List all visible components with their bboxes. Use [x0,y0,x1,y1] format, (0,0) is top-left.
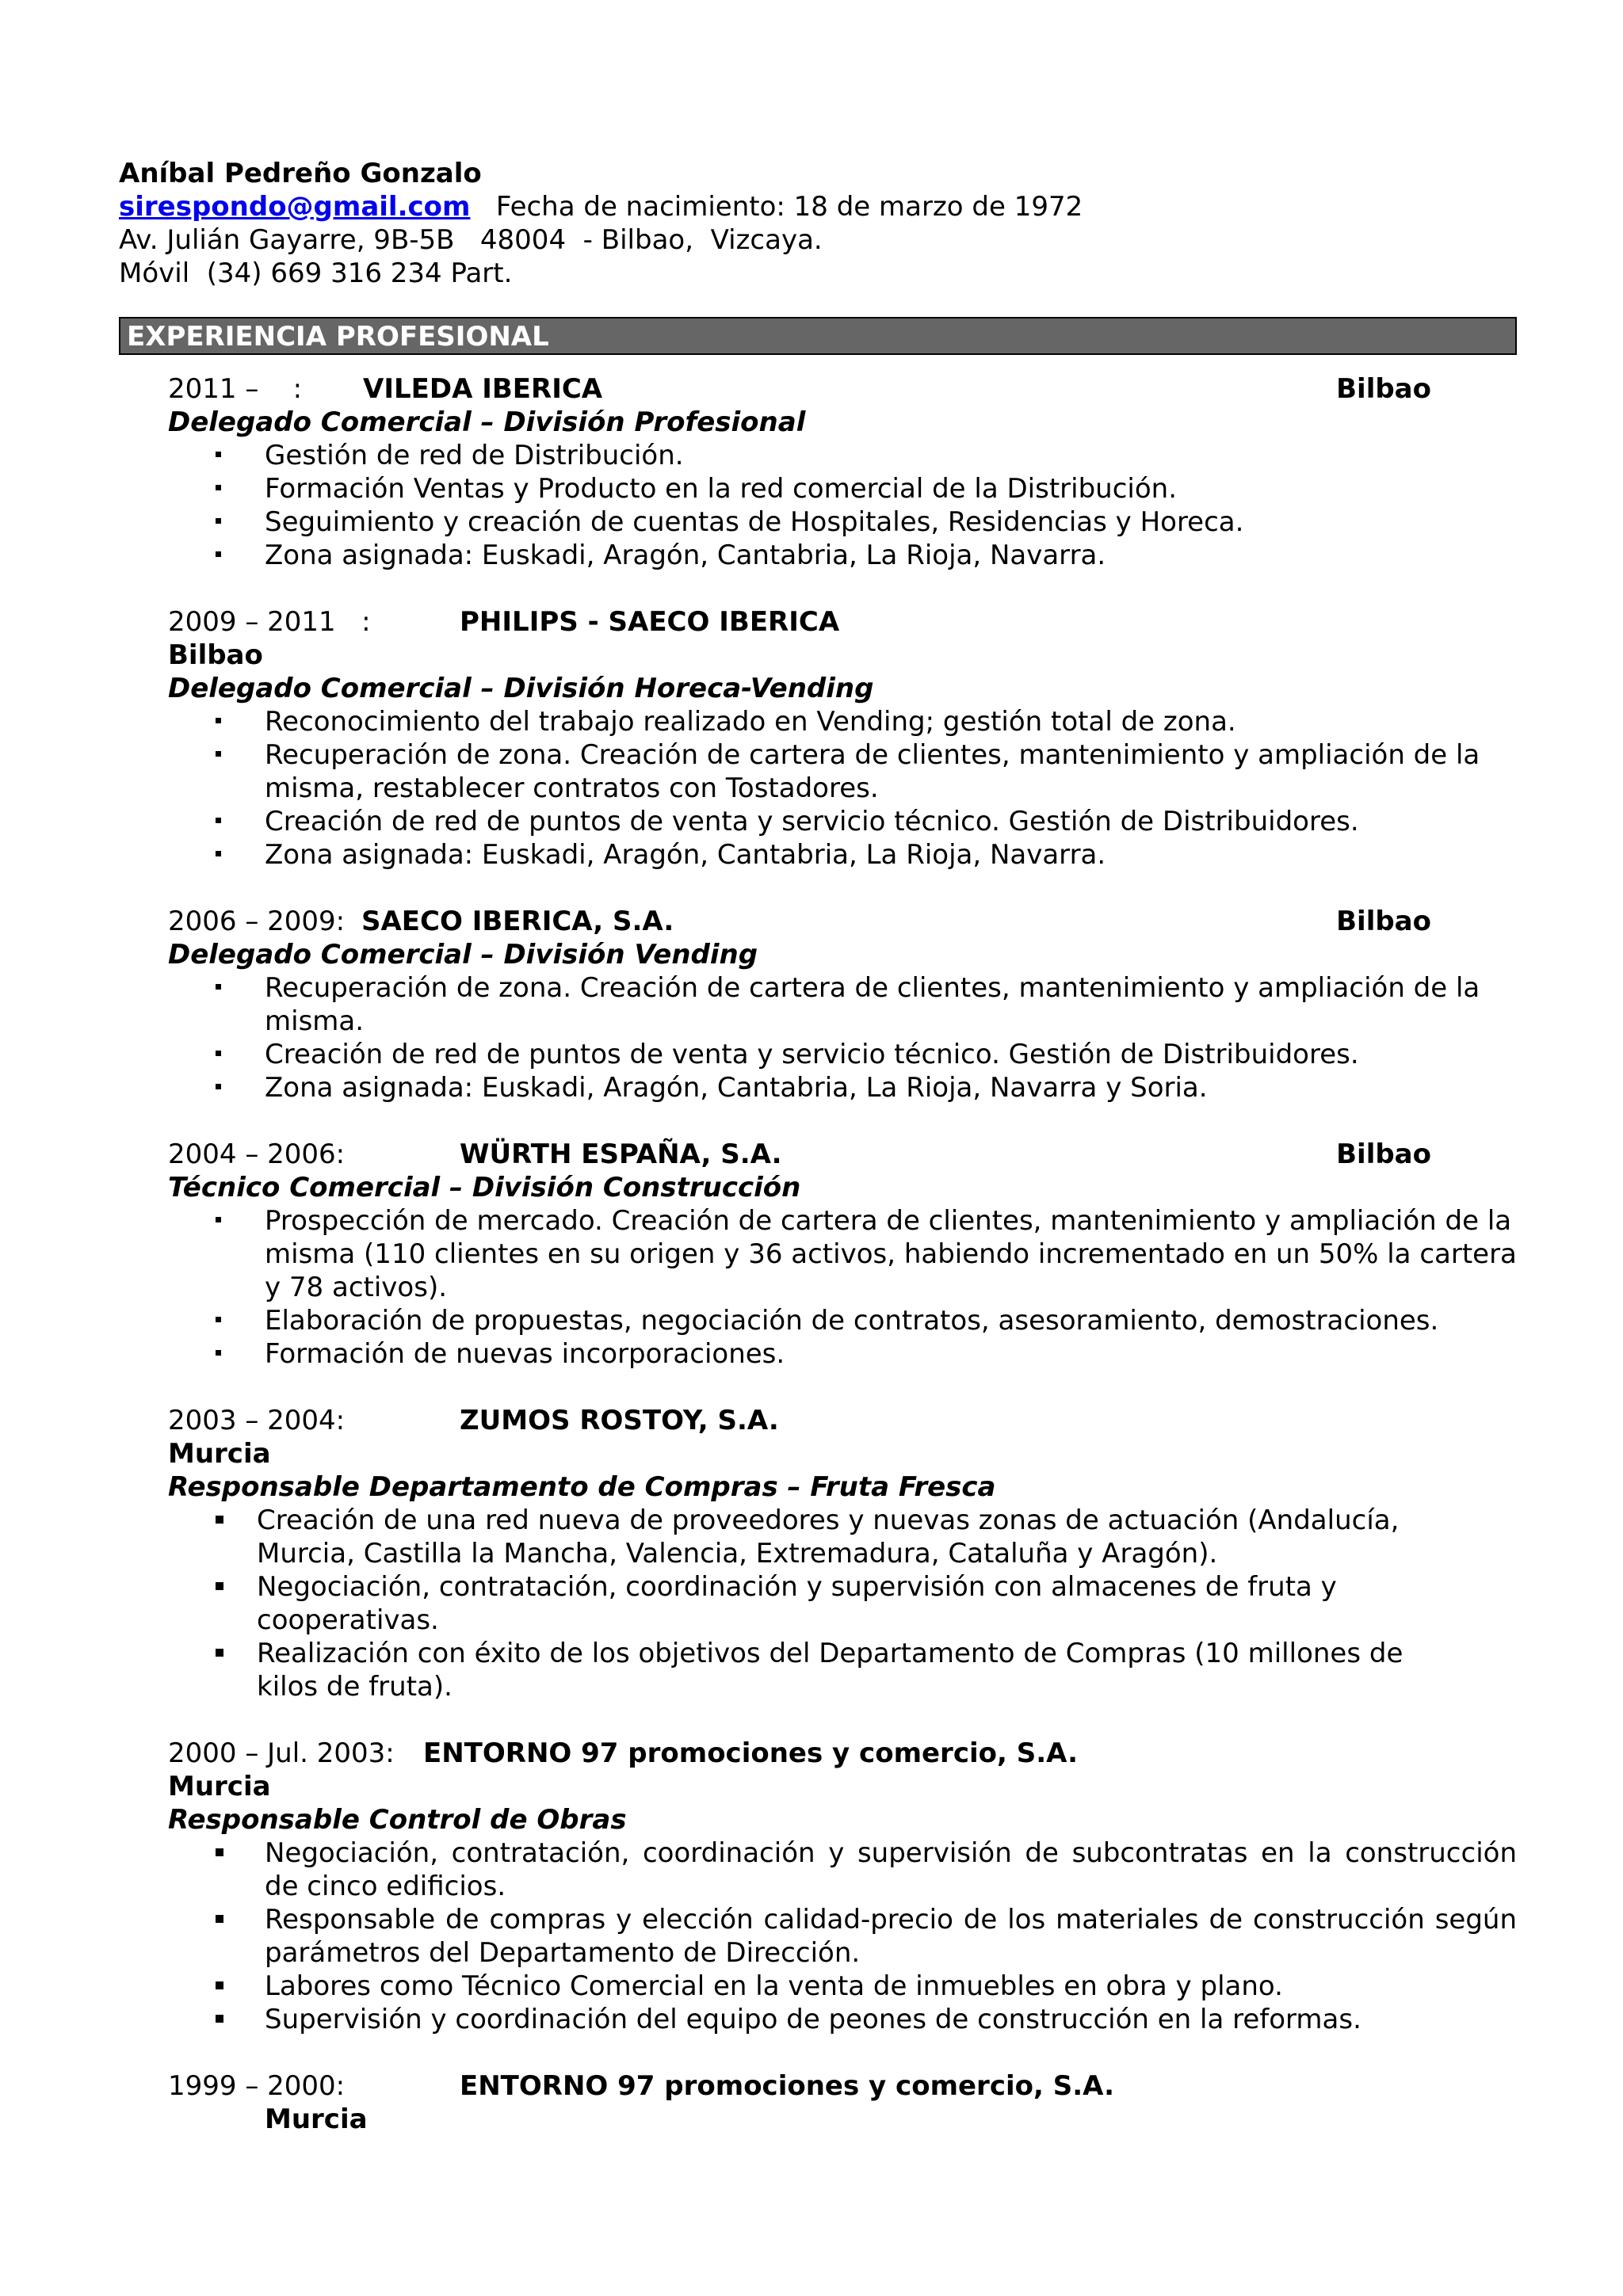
phone: Móvil (34) 669 316 234 Part. [119,257,513,289]
job-company: SAECO IBERICA, S.A. [361,906,674,937]
duty-item: Recuperación de zona. Creación de cartera de clientes, mantenimiento y ampliación de la misma. [168,971,1517,1038]
section-header-experience: EXPERIENCIA PROFESIONAL [119,317,1517,355]
job-period: 2000 – Jul. 2003: [168,1737,395,1769]
job-period: 2006 – 2009: [168,906,346,937]
duty-item: Gestión de red de Distribución. [168,439,1517,472]
job-entry [168,905,1517,1104]
birth-date: Fecha de nacimiento: 18 de marzo de 1972 [495,191,1083,223]
job-role: Responsable Departamento de Compras – Fruta Fresca [168,1471,996,1503]
job-company: PHILIPS - SAECO IBERICA [460,606,840,638]
job-period: 2003 – 2004: [168,1405,346,1436]
job-entry [168,1737,1517,2036]
job-city: Murcia [265,2103,368,2135]
job-entry [168,1138,1517,1371]
job-company: ENTORNO 97 promociones y comercio, S.A. [460,2070,1115,2102]
job-entry [168,2069,1517,2136]
job-role: Técnico Comercial – División Construcción [168,1172,801,1203]
job-entry [168,605,1517,871]
duty-item: Reconocimiento del trabajo realizado en Vending; gestión total de zona. [168,705,1517,738]
duty-item: Labores como Técnico Comercial en la venta de inmuebles en obra y plano. [168,1970,1517,2003]
duty-item: Realización con éxito de los objetivos del Departamento de Compras (10 millones de kilos de fruta). [168,1637,1445,1703]
duty-item: Creación de red de puntos de venta y servicio técnico. Gestión de Distribuidores. [168,1038,1517,1071]
job-city: Murcia [168,1771,271,1802]
duty-item: Supervisión y coordinación del equipo de peones de construcción en la reformas. [168,2003,1517,2036]
duty-item: Zona asignada: Euskadi, Aragón, Cantabria, La Rioja, Navarra. [168,539,1517,572]
job-company: ZUMOS ROSTOY, S.A. [460,1405,779,1436]
duty-item: Creación de una red nueva de proveedores y nuevas zonas de actuación (Andalucía, Murcia, Castilla la Mancha, Valencia, Extremadura, Cataluña y Aragón). [168,1504,1445,1570]
job-period: 2004 – 2006: [168,1138,346,1170]
duty-item: Negociación, contratación, coordinación y supervisión con almacenes de fruta y cooperativas. [168,1570,1445,1637]
job-city: Bilbao [168,639,263,671]
candidate-name: Aníbal Pedreño Gonzalo [119,158,482,189]
job-role: Delegado Comercial – División Profesional [168,406,806,438]
address: Av. Julián Gayarre, 9B-5B 48004 - Bilbao, Vizcaya. [119,224,823,256]
experience-list [119,372,1517,2136]
duty-item: Creación de red de puntos de venta y servicio técnico. Gestión de Distribuidores. [168,805,1517,838]
job-company: VILEDA IBERICA [363,373,603,405]
job-period: 2011 – : [168,373,303,405]
job-company: WÜRTH ESPAÑA, S.A. [460,1138,782,1170]
duty-item: Zona asignada: Euskadi, Aragón, Cantabria, La Rioja, Navarra y Soria. [168,1071,1517,1104]
job-entry [168,372,1517,572]
duty-item: Prospección de mercado. Creación de cartera de clientes, mantenimiento y ampliación de la misma (110 clientes en su origen y 36 activos, habiendo incrementado en un 50% la cartera y 78 activos). [168,1204,1517,1304]
contact-line [119,190,1517,223]
job-city: Bilbao [1336,373,1431,405]
duty-item: Recuperación de zona. Creación de cartera de clientes, mantenimiento y ampliación de la misma, restablecer contratos con Tostadores. [168,738,1517,805]
duty-item: Negociación, contratación, coordinación y supervisión de subcontratas en la construcción de cinco edificios. [168,1836,1517,1903]
duty-item: Seguimiento y creación de cuentas de Hospitales, Residencias y Horeca. [168,505,1517,539]
job-role: Delegado Comercial – División Horeca-Vending [168,673,874,704]
job-period: 2009 – 2011 : [168,606,371,638]
job-role: Responsable Control de Obras [168,1804,627,1836]
job-city: Murcia [168,1438,271,1470]
duty-item: Formación de nuevas incorporaciones. [168,1337,1517,1371]
duty-item: Elaboración de propuestas, negociación de contratos, asesoramiento, demostraciones. [168,1304,1517,1337]
duty-item: Zona asignada: Euskadi, Aragón, Cantabria, La Rioja, Navarra. [168,838,1517,871]
duty-item: Responsable de compras y elección calidad-precio de los materiales de construcción según parámetros del Departamento de Dirección. [168,1903,1517,1970]
job-city: Bilbao [1336,906,1431,937]
duty-item: Formación Ventas y Producto en la red comercial de la Distribución. [168,472,1517,505]
job-company: ENTORNO 97 promociones y comercio, S.A. [423,1737,1079,1769]
cv-page [119,157,1517,2136]
email-link[interactable]: sirespondo@gmail.com [119,191,471,223]
job-city: Bilbao [1336,1138,1431,1170]
job-role: Delegado Comercial – División Vending [168,939,758,971]
job-period: 1999 – 2000: [168,2070,346,2102]
job-entry [168,1404,1517,1703]
